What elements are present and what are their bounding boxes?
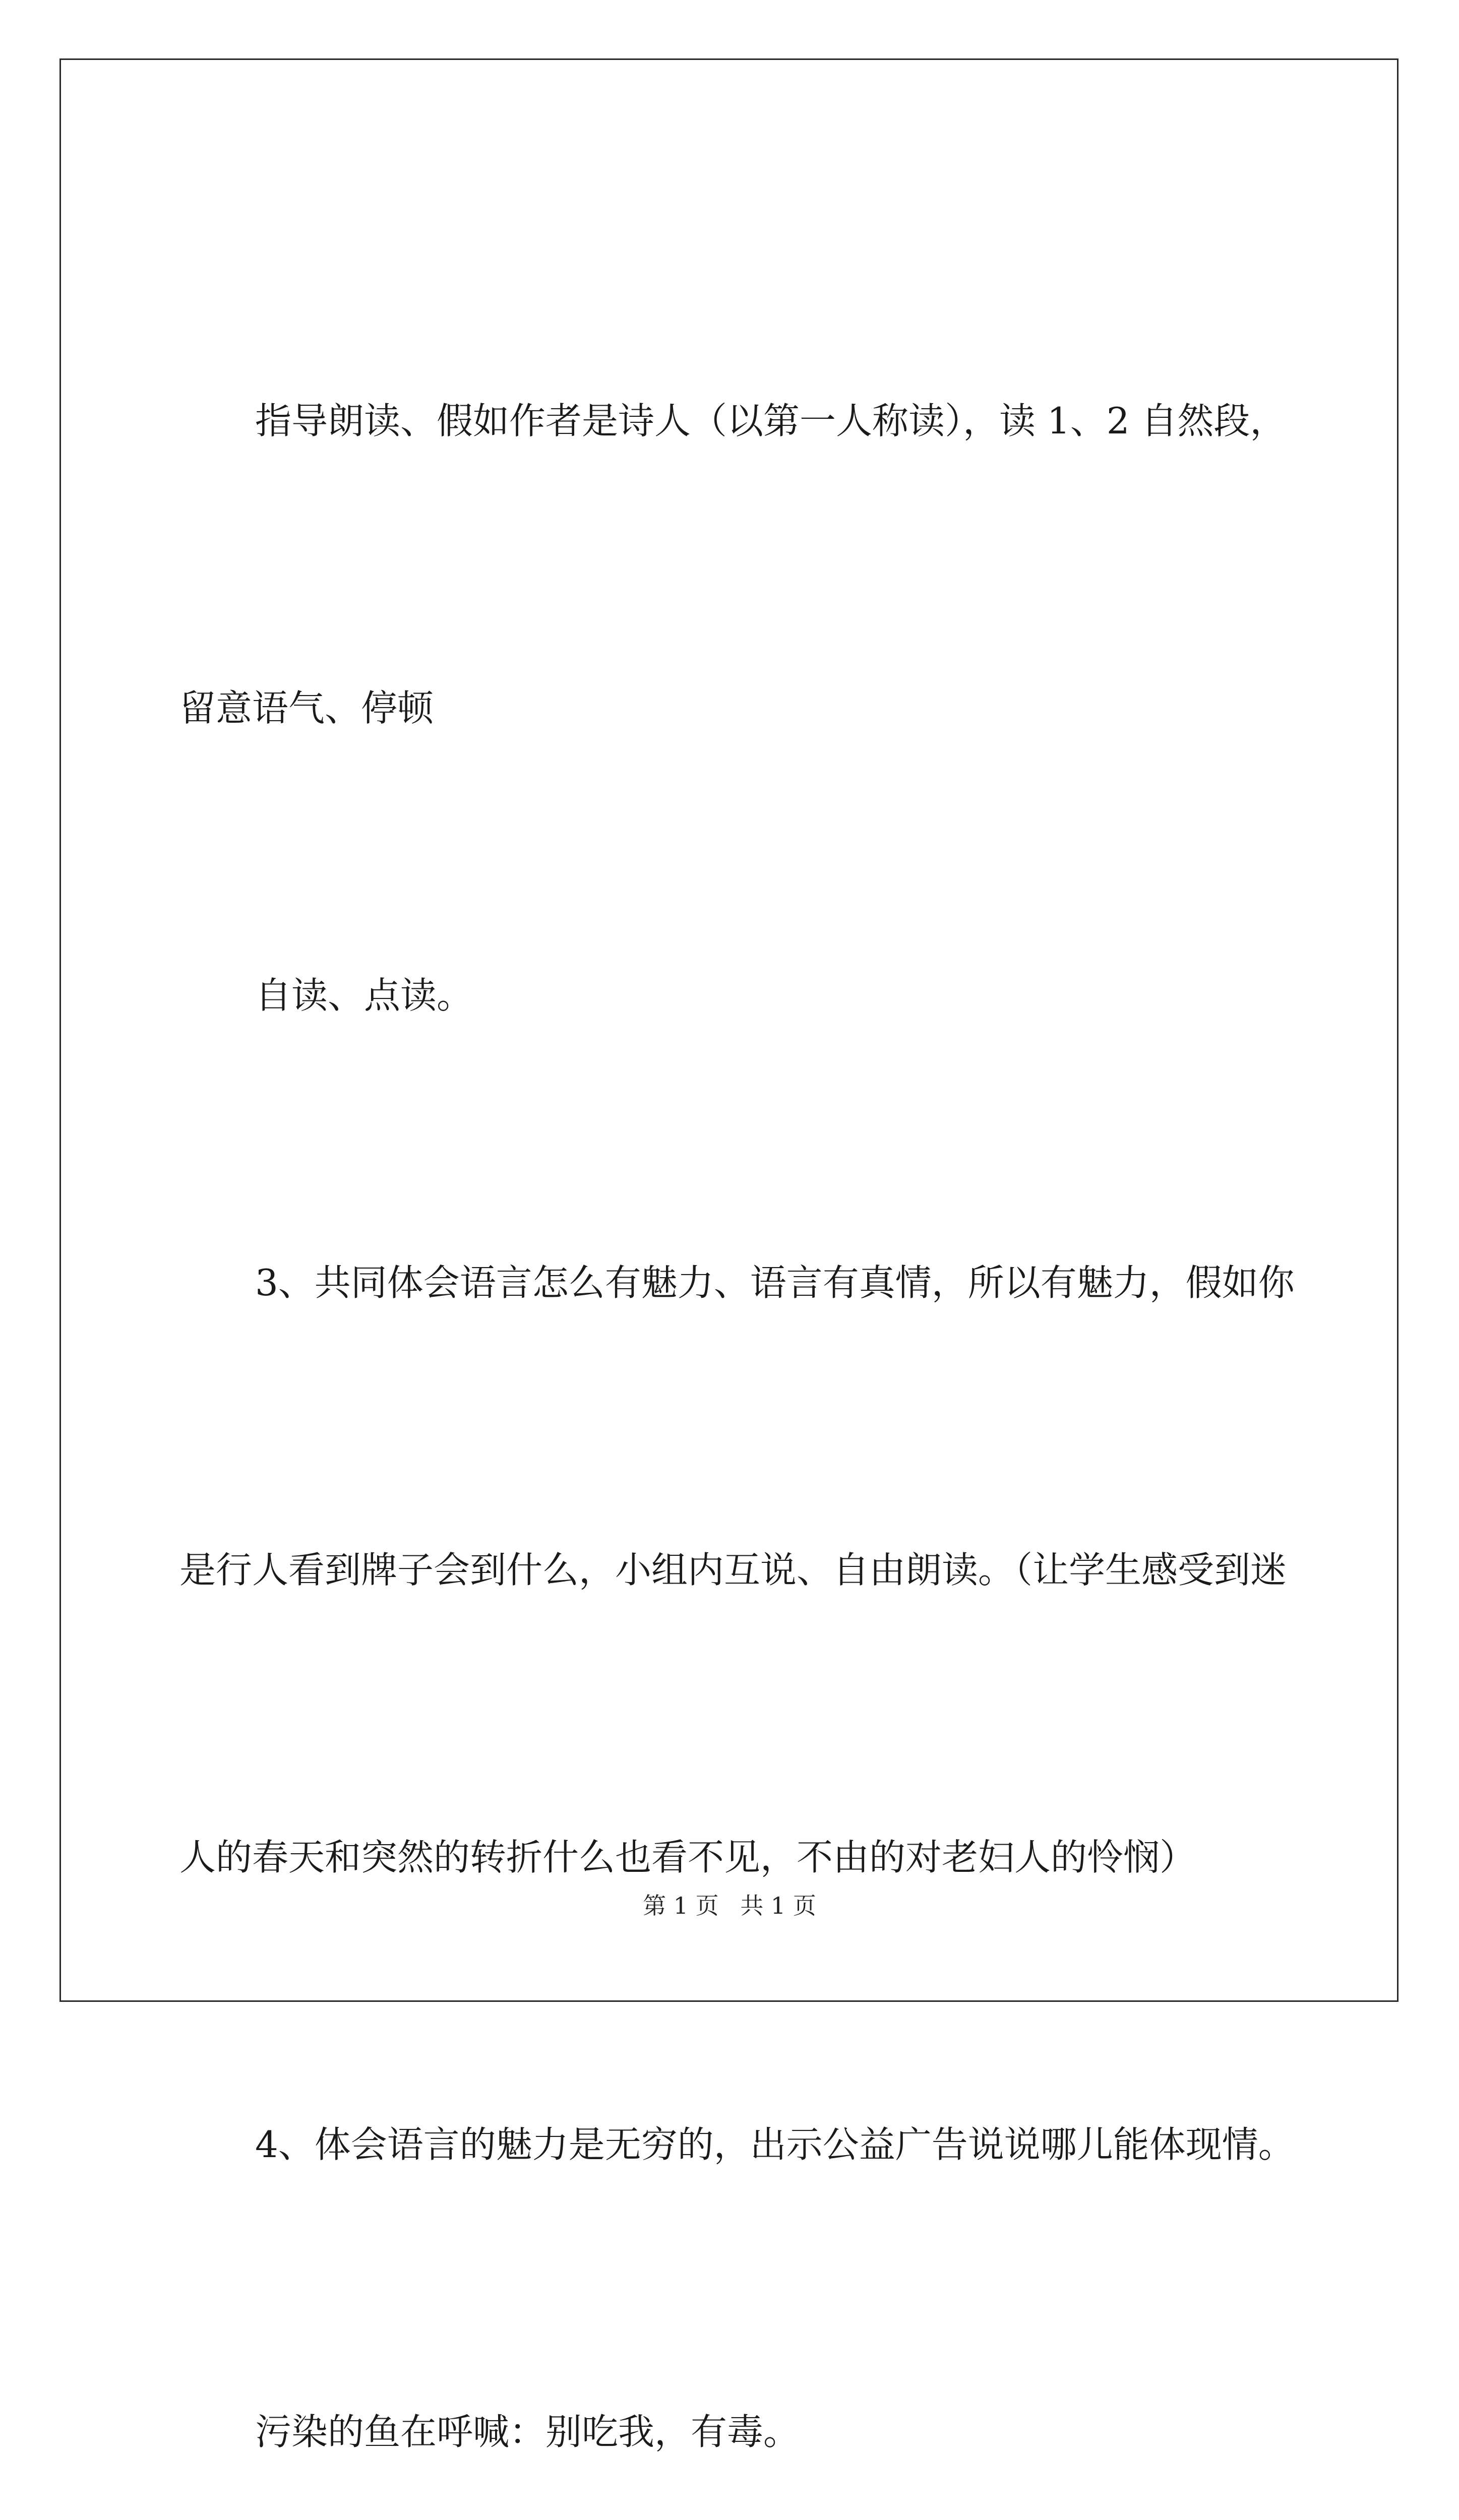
text-line: 指导朗读、假如作者是诗人（以第一人称读），读 1、2 自然段， [255,400,1287,442]
text-line: 人的春天和突然的转折什么也看不见，不由的对老妇人的怜悯） [179,1836,1196,1878]
text-line: 自读、点读。 [255,974,473,1017]
page-footer [0,1887,1459,1921]
total-pages: 共 1 页 [740,1892,816,1919]
paragraph-text [179,181,1295,2520]
text-line: 留意语气、停顿 [179,687,434,729]
text-line: 3、共同体会语言怎么有魅力、语言有真情，所以有魅力，假如你 [255,1262,1295,1304]
page-number: 第 1 页 [643,1892,719,1919]
text-line: 4、体会语言的魅力是无穷的，出示公益广告说说哪儿能体现情。 [255,2123,1295,2166]
text-line: 是行人看到牌子会到什么，小组内互说、自由朗读。（让学生感受到迷 [179,1549,1287,1591]
document-body [179,181,1295,2520]
text-line: 污染的鱼在呼喊：别吃我，有毒。 [255,2411,800,2453]
